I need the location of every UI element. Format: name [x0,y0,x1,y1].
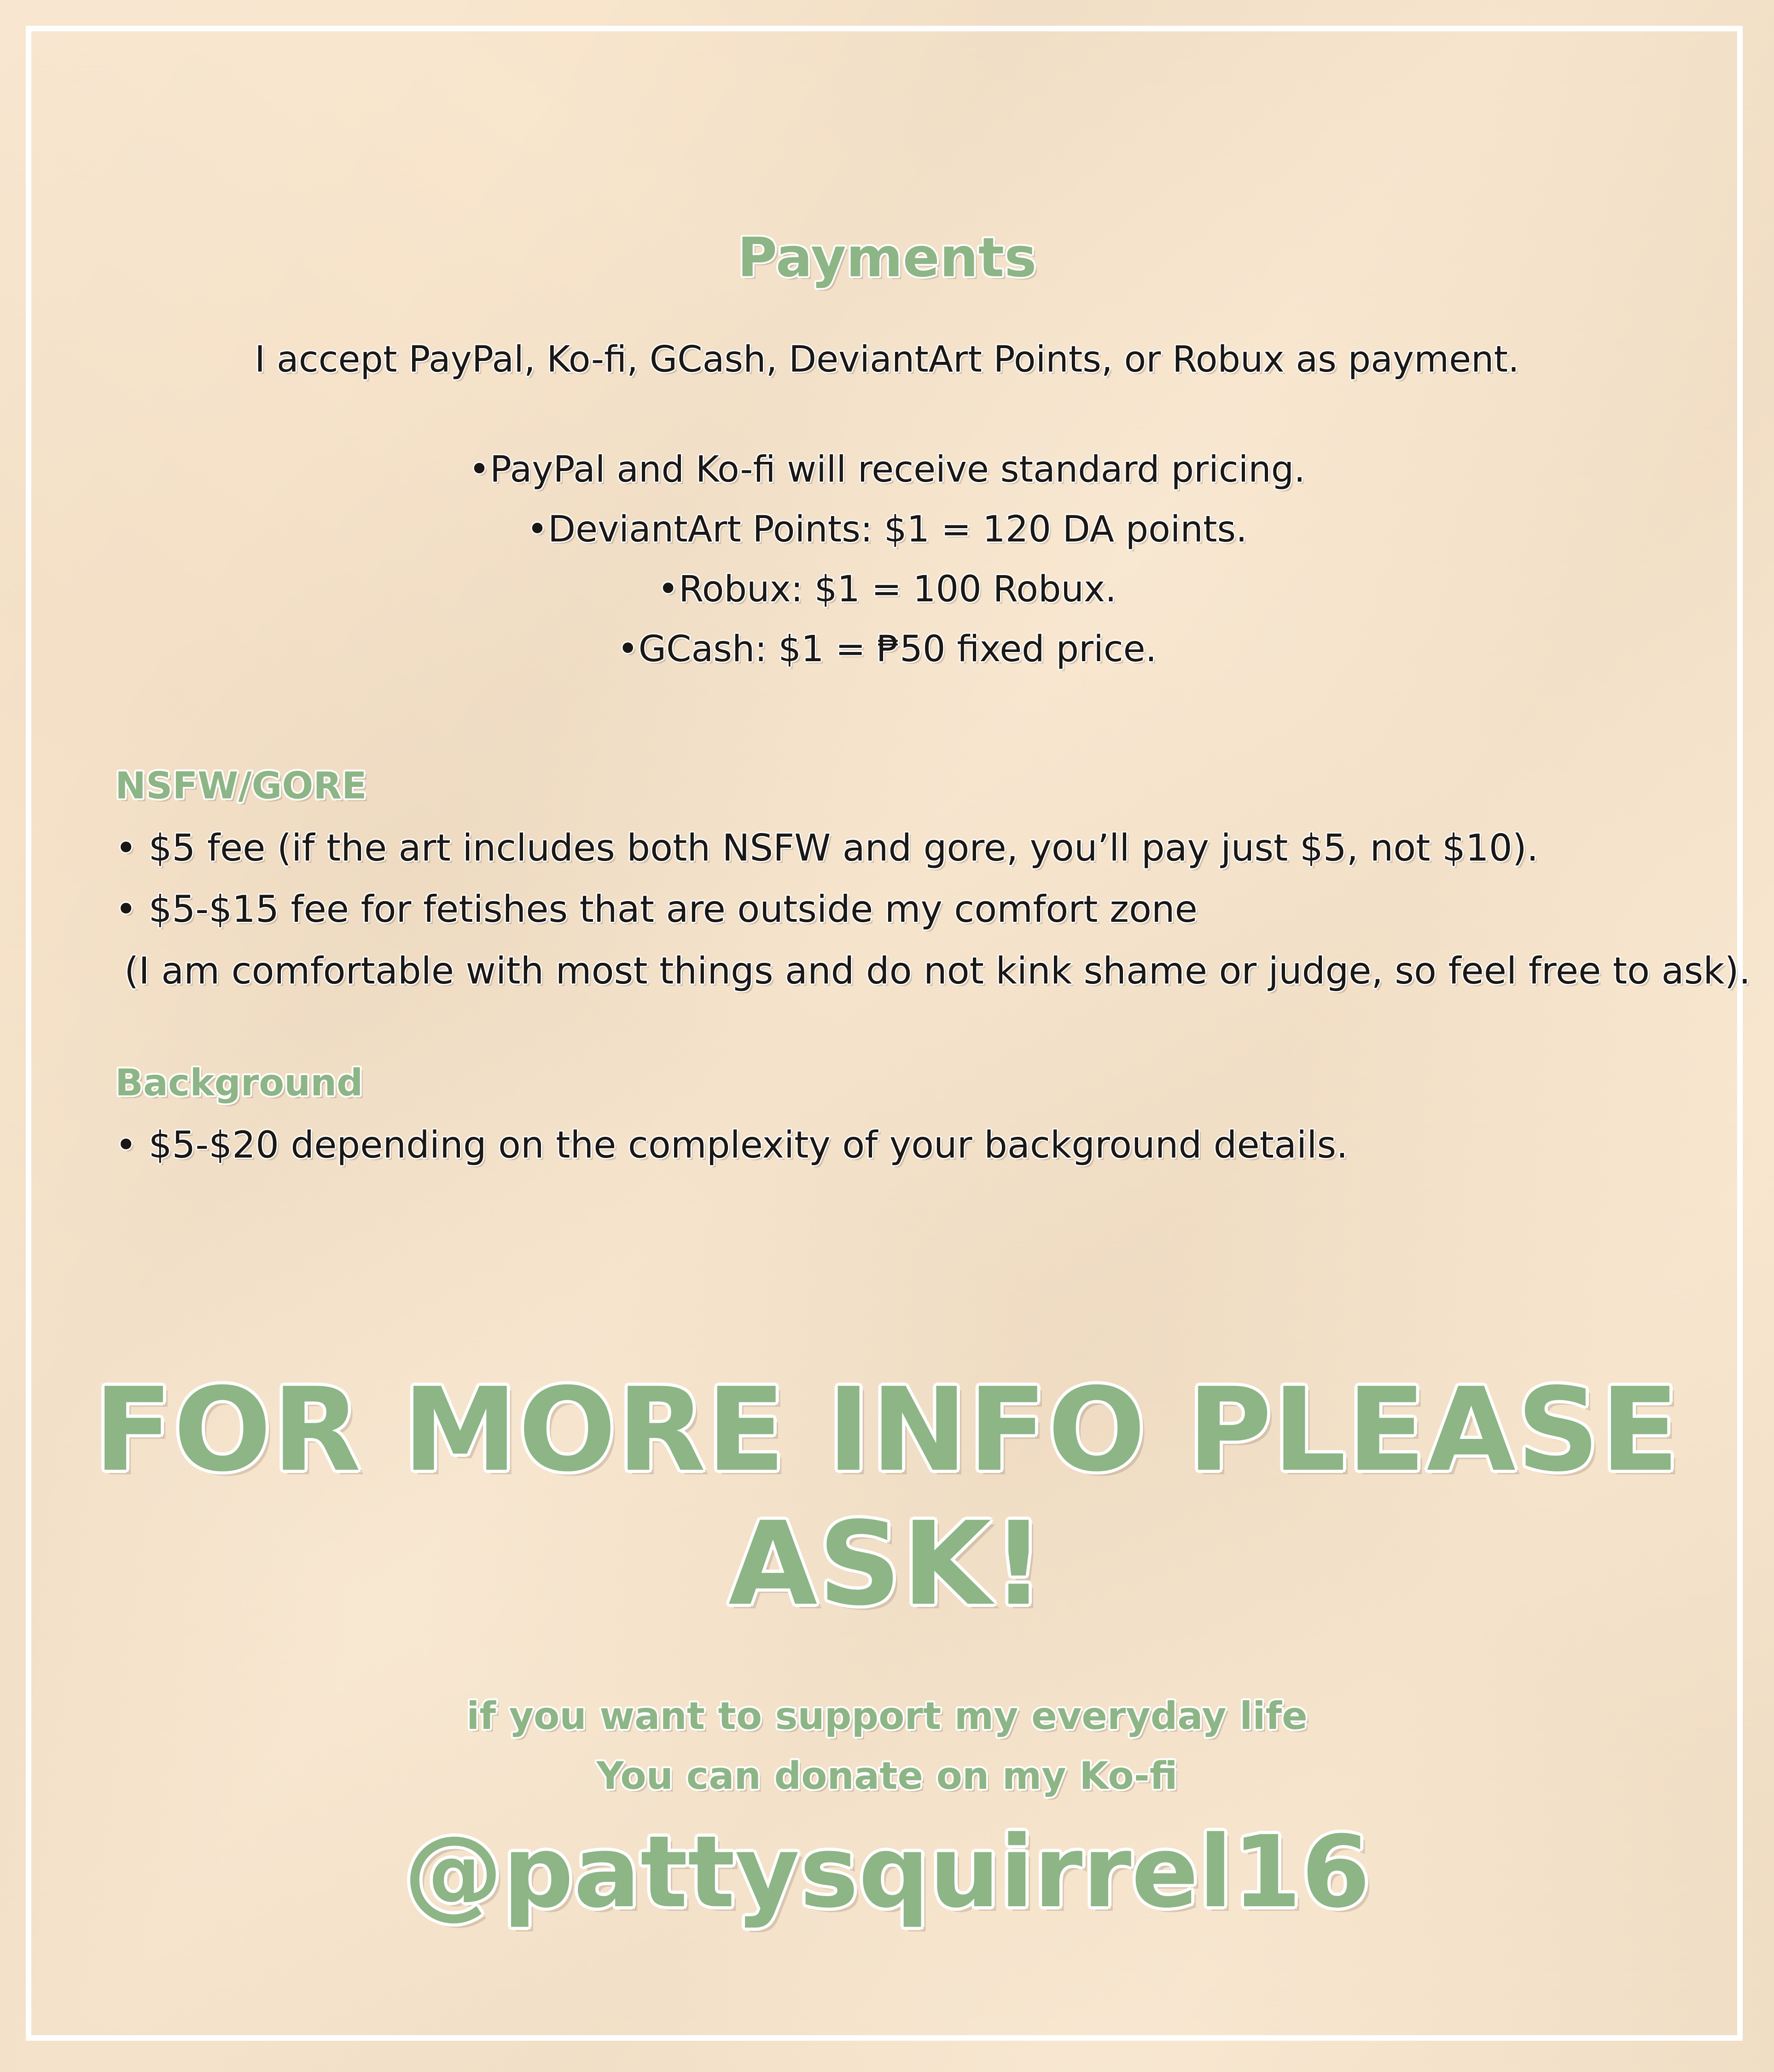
background-fee-line: • $5-$20 depending on the complexity of your background details. [115,1123,1348,1166]
comfort-note-line: (I am comfortable with most things and do not kink shame or judge, so feel free to ask). [124,949,1751,992]
fetish-fee-line: • $5-$15 fee for fetishes that are outside my comfort zone [115,888,1198,931]
nsfw-gore-heading: NSFW/GORE [115,764,367,807]
payment-bullet-paypal-kofi: •PayPal and Ko-fi will receive standard pricing. [468,449,1306,490]
white-frame-border [26,26,1743,2041]
payment-bullet-deviantart: •DeviantArt Points: $1 = 120 DA points. [527,509,1247,550]
kofi-handle: @pattysquirrel16 [403,1814,1371,1930]
nsfw-fee-line: • $5 fee (if the art includes both NSFW and gore, you’ll pay just $5, not $10). [115,826,1539,869]
support-text-line-2: You can donate on my Ko-fi [596,1754,1178,1798]
more-info-banner: FOR MORE INFO PLEASE ASK! [94,1363,1680,1631]
support-text-line-1: if you want to support my everyday life [466,1694,1308,1738]
payments-heading: Payments [737,226,1037,289]
payment-bullet-gcash: •GCash: $1 = ₱50 fixed price. [617,629,1157,670]
payment-bullet-robux: •Robux: $1 = 100 Robux. [657,569,1117,610]
accepted-payments-text: I accept PayPal, Ko-fi, GCash, DeviantArt Points, or Robux as payment. [255,339,1519,380]
background-heading: Background [115,1061,363,1104]
